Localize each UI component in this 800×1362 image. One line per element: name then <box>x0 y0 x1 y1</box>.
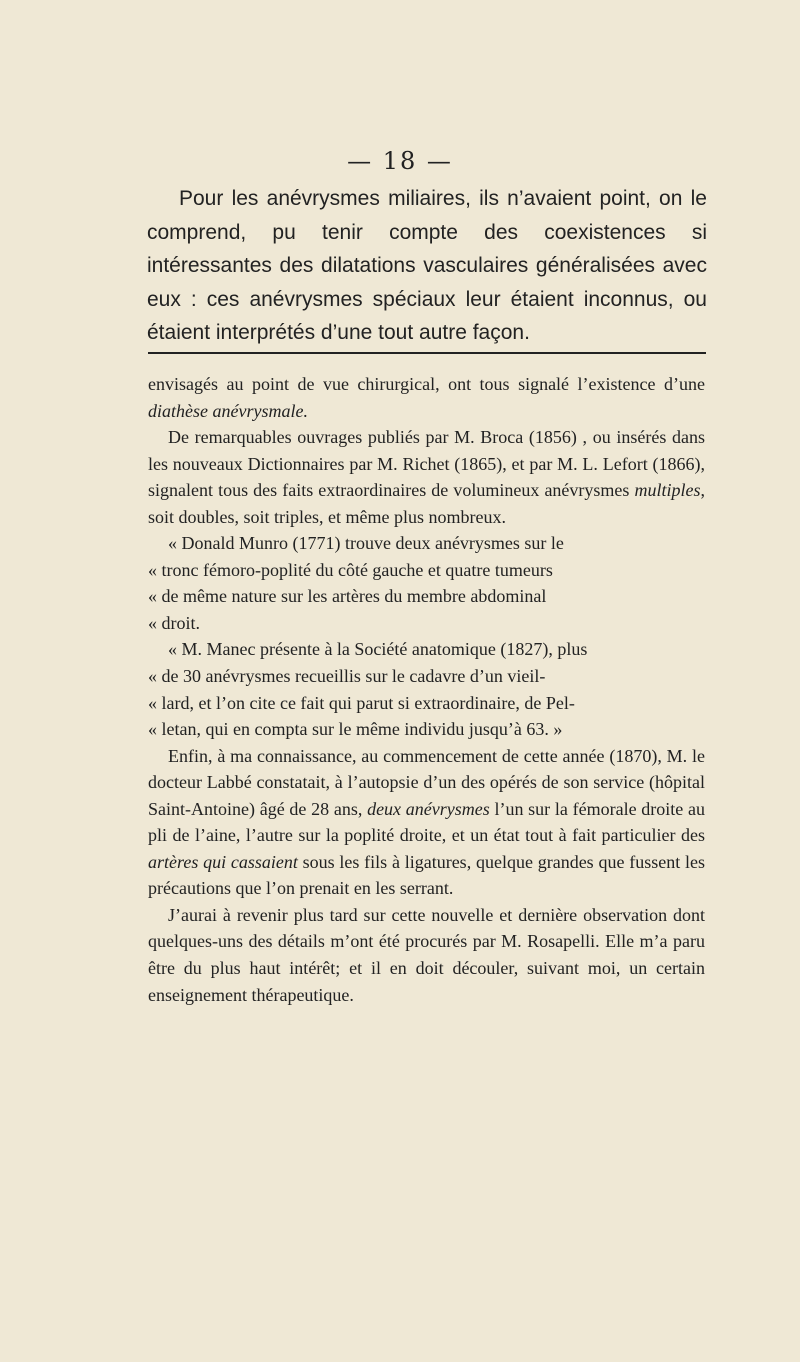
text-span: Enfin, à ma connaissance, au commencement de cette année (1870), M. le docteur Labbé constatait, à l’autopsie d’un des opérés de son service (hôpital Saint-Antoine) âgé de 28 ans, <box>148 745 705 819</box>
quote-line: « letan, qui en compta sur le même individu jusqu’à 63. » <box>148 719 563 740</box>
text-span: De remarquables ouvrages publiés par M. Broca (1856) , ou insérés dans les nouveaux Dictionnaires par M. Richet (1865), et par M. L. Lefort (1866), signalent tous des faits extraordinaires de volumineux anévrysmes <box>148 427 705 501</box>
quote-line: « tronc fémoro-poplité du côté gauche et quatre tumeurs <box>148 559 553 580</box>
page-number: — 18 — <box>347 147 453 175</box>
text-span: envisagés au point de vue chirurgical, ont tous signalé l’existence d’une <box>148 374 705 394</box>
italic-text: deux anévrysmes <box>367 798 490 819</box>
quote-line: « de même nature sur les artères du membre abdominal <box>148 586 547 607</box>
paragraph <box>148 371 705 424</box>
italic-text: artères qui cassaient <box>148 851 298 872</box>
quote-line: « de 30 anévrysmes recueillis sur le cadavre d’un vieil- <box>148 666 546 687</box>
quote-line: « lard, et l’on cite ce fait qui parut si extraordinaire, de Pel- <box>148 692 575 713</box>
italic-text: multiples <box>634 480 701 501</box>
text-span: , soit doubles, soit triples, et même plus nombreux. <box>148 480 705 527</box>
upper-text-block <box>147 182 707 350</box>
paragraph: Pour les anévrysmes miliaires, ils n’avaient point, on le comprend, pu tenir compte des coexistences si intéressantes des dilatations vasculaires généralisées avec eux : ces anévrysmes spéciaux leur étaient inconnus, ou étaient interprétés d’une tout autre façon. <box>147 187 707 344</box>
footnote-divider <box>148 352 706 354</box>
paragraph: J’aurai à revenir plus tard sur cette nouvelle et dernière observation dont quelques-uns des détails m’ont été procurés par M. Rosapelli. Elle m’a paru être du plus haut intérêt; et il en doit découler, suivant moi, un certain enseignement thérapeutique. <box>148 904 705 1005</box>
quote-line: « Donald Munro (1771) trouve deux anévrysmes sur le <box>168 533 564 554</box>
text-span: l’un sur la fémorale droite au pli de l’aine, l’autre sur la poplité droite, et un état tout à fait particulier des <box>148 798 705 846</box>
italic-text: diathèse anévrysmale. <box>148 400 308 421</box>
quote-line: « M. Manec présente à la Société anatomique (1827), plus <box>168 639 588 660</box>
footnote-text-block <box>148 371 705 1008</box>
quote-line: « droit. <box>148 612 200 633</box>
text-span: sous les fils à ligatures, quelque grandes que fussent les précautions que l’on prenait en les serrant. <box>148 851 705 899</box>
paragraph <box>148 743 705 902</box>
paragraph <box>148 424 705 530</box>
